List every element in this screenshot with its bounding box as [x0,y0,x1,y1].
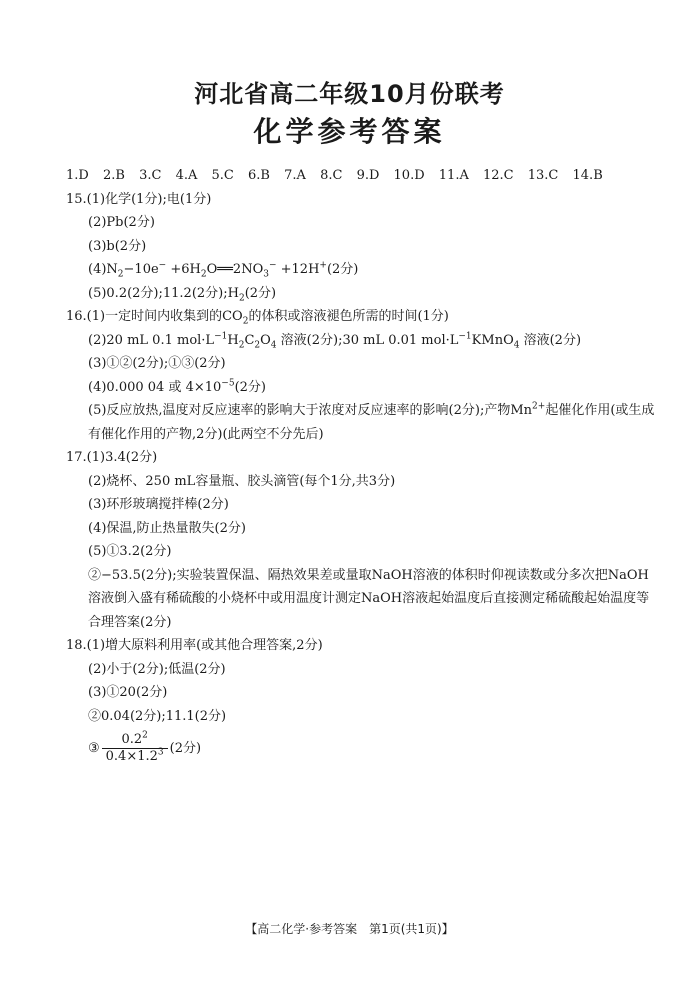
q15-part5-text: (5)0.2(2分);11.2(2分);H [88,285,239,301]
q17-part1: 17.(1)3.4(2分) [66,450,158,465]
q15-part5: (5)0.2(2分);11.2(2分)$;H_2(2$分) [88,285,277,304]
eq-text: +12H [276,262,320,277]
q15-part5-score: (2分) [244,285,277,301]
q16-part3: (3)①②(2分);①③(2分) [88,356,226,371]
q18-part3-2: ②0.04(2分);11.1(2分) [88,708,227,724]
eq-text: −10e [123,262,159,277]
eq-text: ══2NO [217,262,264,277]
mc-answer: 2.B [102,168,125,183]
q16-part1: 16.(1)一定时间内收集到的$CO_2$的体积或溶液褪色所需的时间(1分) [66,309,449,327]
q17-part2: (2)烧杯、250 mL容量瓶、胶头滴管(每个1分,共3分) [88,473,396,489]
q16-part2-text: C [244,332,255,348]
q16-part5-text: (5)反应放热,温度对反应速率的影响大于浓度对反应速率的影响(2分);产物Mn [88,403,533,418]
answer-content [66,164,656,765]
q16-part2-text: O [260,332,271,348]
q15-part2: (2)Pb(2分) [88,215,155,230]
q16-part2-text: 溶液(2分) [523,332,582,348]
q17-part4: (4)保温,防止热量散失(2分) [88,520,246,536]
q17-part5-2: ②−53.5(2分);实验装置保温、隔热效果差或量取NaOH溶液的体积时仰视读数或分多次把NaOH溶液倒入盛有稀硫酸的小烧杯中或用温度计测定NaOH溶液起始温度后直接测定稀硫酸起始温度等合理答案(2分) [88,567,650,630]
eq-text: O [206,262,218,277]
mc-answer: 3.C [139,168,162,183]
q16-part1-text-b: 的体积或溶液褪色所需的时间(1分) [248,309,449,324]
q17-part5: (5)①3.2(2分) [88,544,172,559]
mc-answer: 14.B [572,168,603,183]
circled-3: ③ [88,741,100,756]
q16-part2: (2)20 mL 0.1 $mol\cdot L^{-1}H_2C_2O_4$ 溶液(2分);30 mL 0.01 $mol\cdot L^{-1}KMnO_4$ 溶液(2分) [88,331,582,351]
answer-key-title: 化学参考答案 [253,115,446,148]
q15-part1: 15.(1)化学(1分);电(1分) [66,191,212,207]
fraction [102,732,168,765]
eq-text: +6H [166,262,201,277]
mc-answer: 4.A [175,168,198,183]
q16-part2-text: (2)20 mL 0.1 mol·L [88,332,215,348]
eq-text: (4)N [88,262,118,277]
exam-title: 河北省高二年级10月份联考 [194,80,505,108]
eq-text: (2分) [326,262,359,277]
mc-answer: 11.A [438,168,469,183]
q18-part3: (3)①20(2分) [88,685,168,700]
q18-part3-3 [66,732,656,765]
mc-answer: 6.B [248,168,270,183]
q15-part4: $(4)N_2-10e^-$ $+6H_2O══2NO_3^- +12H^+(2$分) [88,260,359,280]
q17-part3: (3)环形玻璃搅拌棒(2分) [88,497,229,512]
mc-answer: 8.C [320,168,343,183]
q16-part4-text: (4)0.000 04 或 4×10 [88,379,222,395]
mc-answer: 12.C [482,168,514,183]
numerator-text: 0.2 [121,732,143,747]
mc-answer: 1.D [66,168,89,183]
fraction-numerator: $0.2^2$ [102,732,168,749]
mc-answer: 13.C [527,168,559,183]
mc-answer: 10.D [393,168,425,183]
mc-answer: 7.A [284,168,306,183]
q18-part3-3-score: (2分) [169,741,202,756]
multiple-choice-answers [66,164,656,188]
q16-part5-text-b: 起催化作用(或生成有催化作用的产物,2分)(此两空不分先后) [88,403,655,442]
fraction-denominator: $0.4\times 1.2^3$ [105,747,164,764]
q15-part3: (3)b(2分) [88,238,147,254]
denominator-text: 0.4×1.2 [105,749,158,764]
mc-answer: 5.C [211,168,234,183]
page-footer: 【高二化学·参考答案 第1页(共1页)】 [245,922,454,936]
q16-part2-text: 溶液(2分);30 mL 0.01 mol·L [280,332,459,348]
q16-part2-text: H [227,332,239,348]
q18-part2: (2)小于(2分);低温(2分) [88,661,226,677]
q18-part1: 18.(1)增大原料利用率(或其他合理答案,2分) [66,638,323,653]
q16-part1-text: 16.(1)一定时间内收集到的CO [66,309,243,324]
q16-part2-text: KMnO [471,332,514,348]
mc-answer: 9.D [356,168,380,183]
q16-part4: (4)0.000 04 或 $4\times 10^{-5}(2$分) [88,378,266,395]
q16-part5: (5)反应放热,温度对反应速率的影响大于浓度对反应速率的影响(2分);产物$Mn^{2+}$起催化作用(或生成有催化作用的产物,2分)(此两空不分先后) [88,401,655,442]
q16-part4-score: (2分) [234,379,266,395]
